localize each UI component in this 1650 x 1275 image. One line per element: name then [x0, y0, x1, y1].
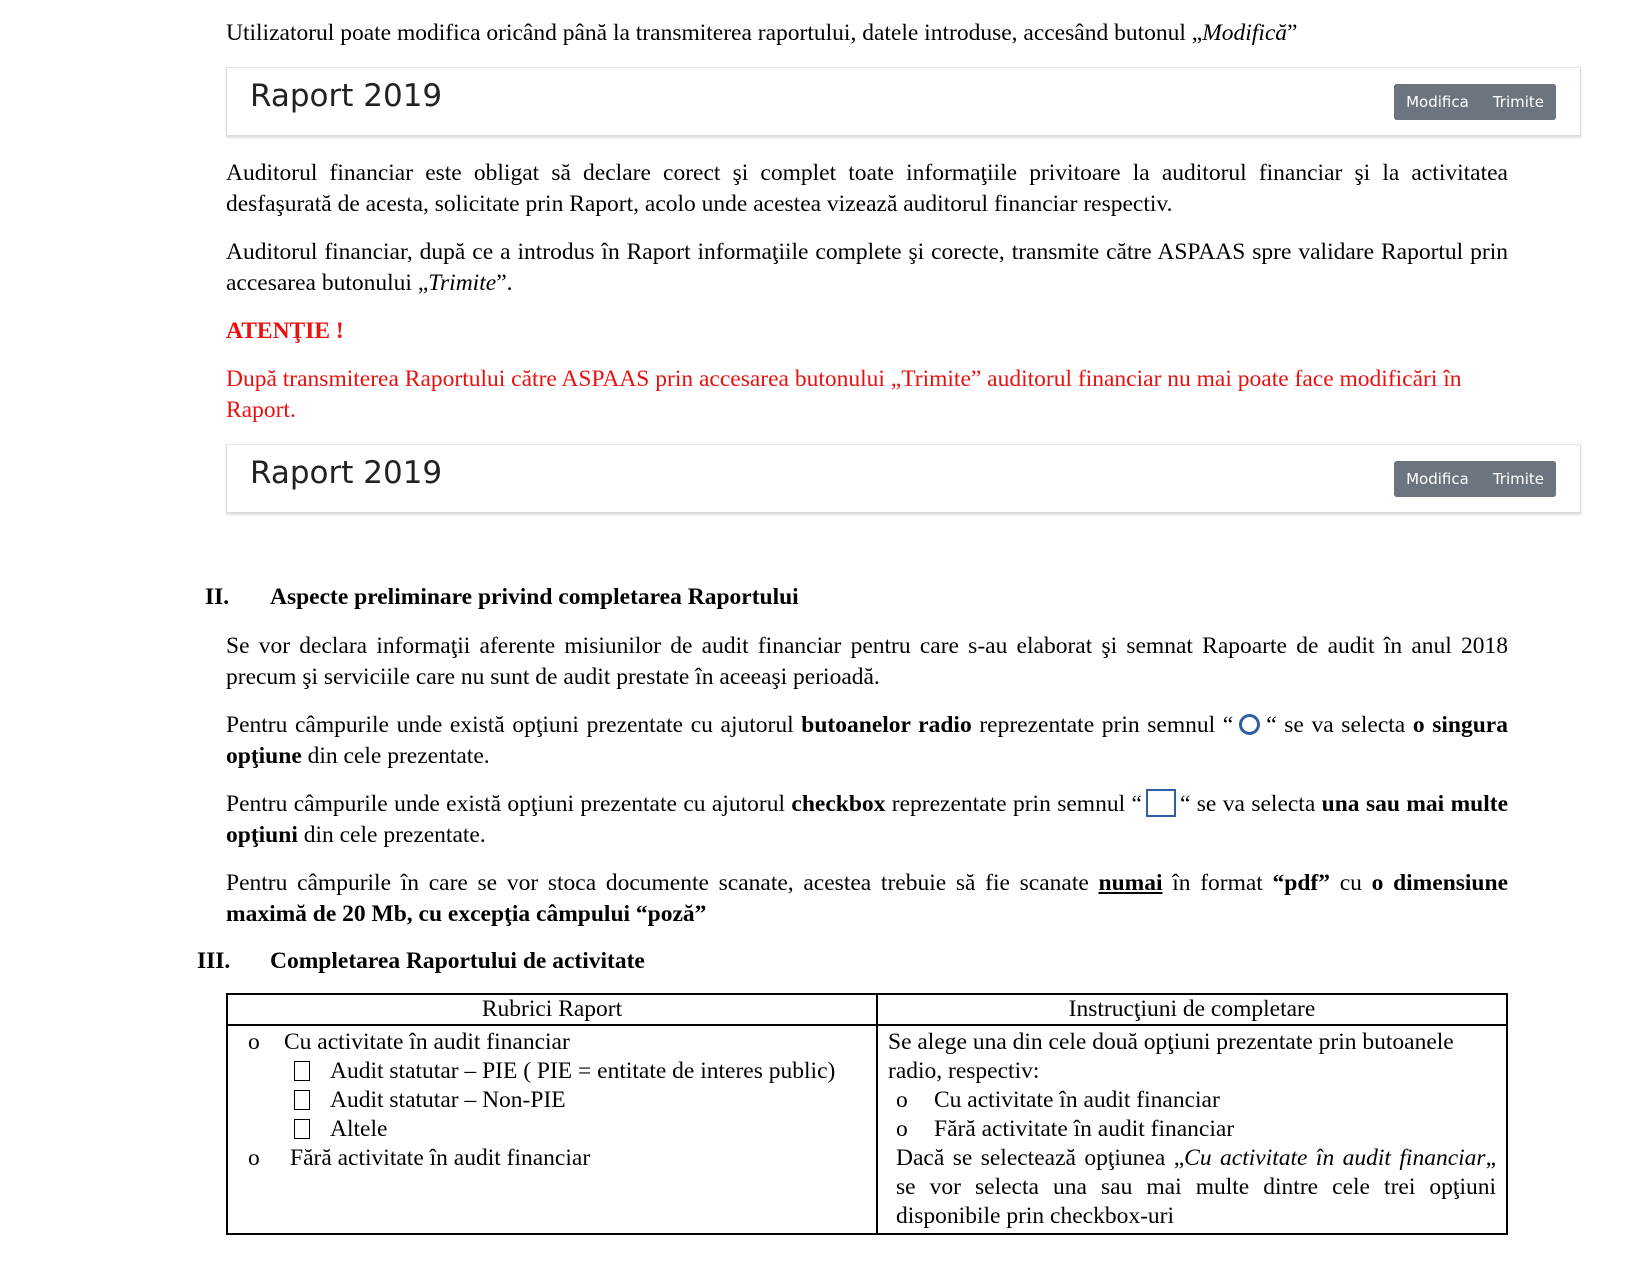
- modify-button[interactable]: Modifica: [1394, 84, 1481, 120]
- checkbox-bullet-icon: [294, 1119, 310, 1139]
- radio-bullet-icon: o: [896, 1087, 908, 1113]
- warning-text: După transmiterea Raportului către ASPAAS prin accesarea butonului „Trimite” auditorul financiar nu mai poate face modificări în Raport.: [226, 366, 1462, 423]
- checkbox-icon: [1146, 789, 1176, 817]
- report-button-group: [1394, 84, 1556, 120]
- modify-button[interactable]: Modifica: [1394, 461, 1481, 497]
- suboption-other: Altele: [228, 1115, 876, 1144]
- intro-emph: Modifică: [1202, 20, 1288, 46]
- report-button-group: [1394, 461, 1556, 497]
- table-row: [227, 1025, 1507, 1234]
- section-2-number: II.: [205, 584, 230, 610]
- suboption-pie: Audit statutar – PIE ( PIE = entitate de interes public): [228, 1057, 876, 1086]
- instructions-intro: Se alege una din cele două opţiuni prezentate prin butoanele radio, respectiv:: [888, 1029, 1454, 1084]
- rubrici-cell: [227, 1025, 877, 1234]
- section-3-title: Completarea Raportului de activitate: [270, 948, 645, 974]
- radio-instructions: Pentru câmpurile unde există opţiuni prezentate cu ajutorul butoanelor radio reprezentate prin semnul “ “ se va selecta o singura opţiune din cele prezentate.: [226, 712, 1508, 769]
- report-title: Raport 2019: [250, 78, 443, 114]
- instruction-option: o Fără activitate în audit financiar: [888, 1115, 1496, 1144]
- option-without-activity: o Fără activitate în audit financiar: [228, 1144, 876, 1173]
- send-button[interactable]: Trimite: [1481, 84, 1556, 120]
- section-3-number: III.: [197, 948, 231, 974]
- checkbox-instructions: Pentru câmpurile unde există opţiuni prezentate cu ajutorul checkbox reprezentate prin semnul “ “ se va selecta una sau mai multe opţiuni din cele prezentate.: [226, 791, 1509, 848]
- send-button[interactable]: Trimite: [1481, 461, 1556, 497]
- instruction-option: o Cu activitate în audit financiar: [888, 1086, 1496, 1115]
- intro-text: Utilizatorul poate modifica oricând până la transmiterea raportului, datele introduse, accesând butonul „Modifică”: [226, 20, 1298, 46]
- radio-button-icon: [1239, 714, 1260, 735]
- header-instructiuni: Instrucţiuni de completare: [877, 994, 1507, 1025]
- submit-paragraph: Auditorul financiar, după ce a introdus în Raport informaţiile complete şi corecte, transmite către ASPAAS spre validare Raportul prin accesarea butonului „Trimite”.: [226, 239, 1508, 296]
- report-fields-table: [226, 993, 1508, 1235]
- section-2-title: Aspecte preliminare privind completarea Raportului: [270, 584, 799, 610]
- checkbox-bullet-icon: [294, 1090, 310, 1110]
- report-panel: [226, 67, 1581, 136]
- pdf-instructions: Pentru câmpurile în care se vor stoca documente scanate, acestea trebuie să fie scanate numai în format “pdf” cu o dimensiune maximă de 20 Mb, cu excepţia câmpului “poză”: [226, 870, 1509, 927]
- radio-bullet-icon: o: [248, 1145, 260, 1171]
- radio-bullet-icon: o: [248, 1029, 260, 1055]
- header-rubrici: Rubrici Raport: [227, 994, 877, 1025]
- section-2-paragraph: Se vor declara informaţii aferente misiunilor de audit financiar pentru care s-au elaborat şi semnat Rapoarte de audit în anul 2018 precum şi serviciile care nu sunt de audit prestate în aceeaşi perioadă.: [226, 633, 1508, 690]
- warning-title: ATENŢIE !: [226, 318, 344, 344]
- instructions-note: Dacă se selectează opţiunea „Cu activitate în audit financiar„ se vor selecta una sau mai multe dintre cele trei opţiuni disponibile prin checkbox-uri: [896, 1145, 1496, 1229]
- checkbox-bullet-icon: [294, 1061, 310, 1081]
- table-header-row: [227, 994, 1507, 1025]
- report-panel-after-submit: [226, 444, 1581, 513]
- report-title: Raport 2019: [250, 455, 443, 491]
- option-with-activity: o Cu activitate în audit financiar: [228, 1028, 876, 1057]
- suboption-non-pie: Audit statutar – Non-PIE: [228, 1086, 876, 1115]
- obligation-paragraph: Auditorul financiar este obligat să declare corect şi complet toate informaţiile privitoare la auditorul financiar şi la activitatea desfaşurată de acesta, solicitate prin Raport, acolo unde acestea vizează auditorul financiar respectiv.: [226, 160, 1508, 217]
- radio-bullet-icon: o: [896, 1116, 908, 1142]
- instructions-cell: [877, 1025, 1507, 1234]
